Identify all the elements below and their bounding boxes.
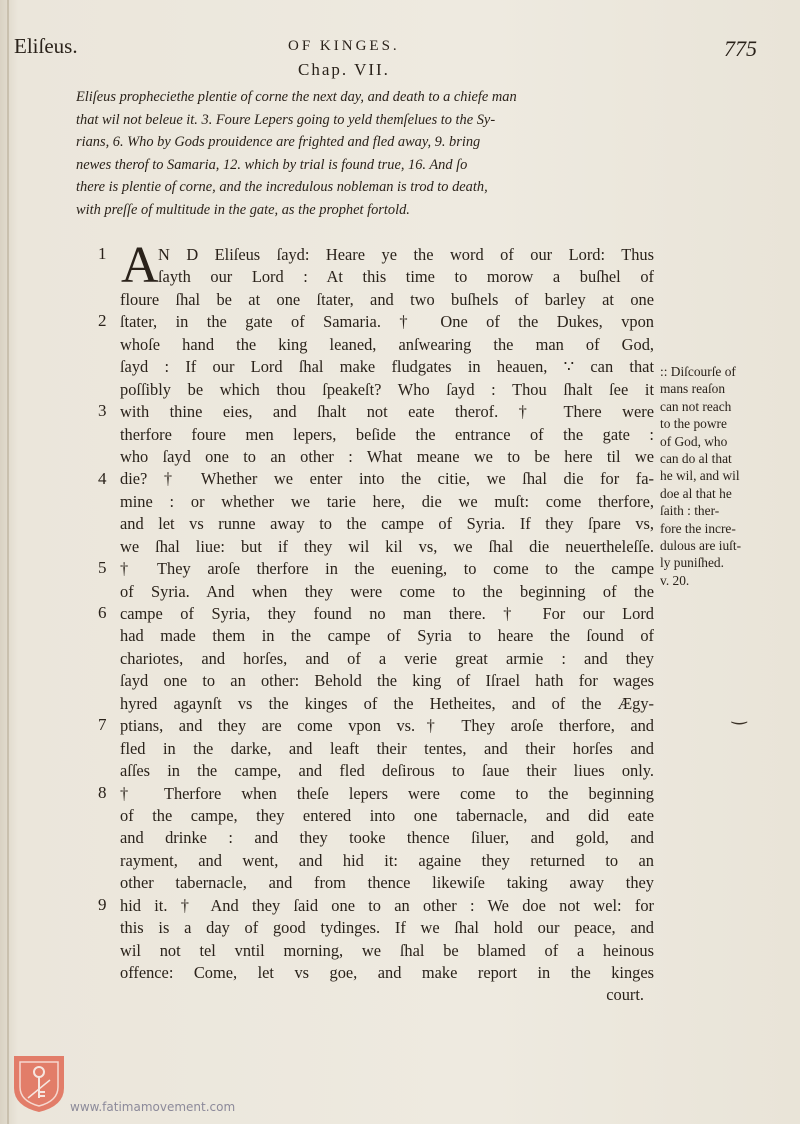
verse-number: 8 bbox=[98, 782, 107, 802]
body-line: of Syria. And when they were come to the beginning of the bbox=[120, 581, 654, 601]
body-line: rayment, and went, and hid it: againe they returned to an bbox=[120, 850, 654, 870]
summary-line: that wil not beleue it. 3. Foure Lepers going to yeld themſelues to the Sy- bbox=[76, 111, 496, 128]
body-text bbox=[120, 244, 654, 1007]
summary-line: Eliſeus propheciethe plentie of corne the next day, and death to a chiefe man bbox=[76, 89, 517, 105]
body-line: ſayd one to an other: Behold the king of Iſrael hath for wages bbox=[120, 671, 654, 691]
body-line: and drinke : and they tooke thence ſiluer, and gold, and bbox=[120, 828, 654, 848]
body-line: wil not tel vntil morning, we ſhal be blamed of a heinous bbox=[120, 940, 654, 960]
margin-note-line: to the powre bbox=[660, 416, 727, 432]
verse-number: 3 bbox=[98, 401, 107, 421]
body-line: whoſe hand the king leaned, anſwearing the man of God, bbox=[120, 334, 654, 354]
verse-number: 1 bbox=[98, 244, 107, 263]
body-line: who ſayd one to an other : What meane we to be here til we bbox=[120, 446, 654, 466]
body-line: this is a day of good tydinges. If we ſhal hold our peace, and bbox=[120, 918, 654, 938]
summary-line: there is plentie of corne, and the incredulous nobleman is trod to death, bbox=[76, 179, 488, 196]
body-line: hid it. † And they ſaid one to an other : We doe not wel: for bbox=[120, 895, 654, 915]
body-line: ptians, and they are come vpon vs.† They aroſe therfore, and bbox=[120, 716, 654, 736]
summary-line: newes therof to Samaria, 12. which by trial is found true, 16. And ſo bbox=[76, 156, 468, 173]
body-line: ſayd : If our Lord ſhal make fludgates in heauen, ∵ can that bbox=[120, 357, 654, 377]
margin-note-line: can do al that bbox=[660, 450, 732, 466]
body-line: aſſes in the campe, and fled deſirous to ſaue their liues only. bbox=[120, 761, 654, 781]
body-line: court. bbox=[606, 985, 644, 1005]
page-number: 775 bbox=[724, 36, 757, 61]
body-line: floure ſhal be at one ſtater, and two buſhels of barley at one bbox=[120, 289, 654, 309]
body-line: hyred agaynſt vs the kinges of the Hetheites, and of the Ægy- bbox=[120, 693, 654, 713]
body-line: and let vs runne away to the campe of Syria. If they ſpare vs, bbox=[120, 514, 654, 534]
body-line: mine : or whether we tarie here, die we muſt: come therfore, bbox=[120, 491, 654, 511]
margin-note-line: ſaith : ther- bbox=[660, 503, 720, 519]
body-line: † Therfore when theſe lepers were come to the beginning bbox=[120, 783, 654, 803]
website-watermark[interactable]: www.fatimamovement.com bbox=[70, 1100, 236, 1114]
verse-number: 9 bbox=[98, 895, 107, 915]
margin-note-line: he wil, and wil bbox=[660, 468, 740, 484]
body-line: with thine eies, and ſhalt not eate therof. † There were bbox=[120, 402, 654, 422]
body-line: chariotes, and horſes, and of a verie great armie : and they bbox=[120, 648, 654, 668]
body-line: of the campe, they entered into one tabernacle, and did eate bbox=[120, 805, 654, 825]
body-line: offence: Come, let vs goe, and make report in the kinges bbox=[120, 963, 654, 982]
gutter-line bbox=[7, 0, 9, 1124]
body-line: die? † Whether we enter into the citie, we ſhal die for fa- bbox=[120, 469, 654, 489]
chapter-title: Chap. VII. bbox=[298, 60, 390, 79]
running-head-left: Eliſeus. bbox=[14, 34, 78, 58]
body-line: fled in the darke, and leaft their tentes, and their horſes and bbox=[120, 738, 654, 758]
body-line: campe of Syria, they found no man there. † For our Lord bbox=[120, 604, 654, 623]
summary-line: with preſſe of multitude in the gate, as the prophet fortold. bbox=[76, 201, 410, 218]
margin-note-line: v. 20. bbox=[660, 572, 690, 588]
verse-number: 2 bbox=[98, 311, 107, 331]
chapter-summary bbox=[76, 86, 652, 222]
keys-shield-logo-icon bbox=[12, 1054, 66, 1114]
verse-number: 5 bbox=[98, 558, 107, 578]
body-line: therfore foure men lepers, beſide the entrance of the gate : bbox=[120, 424, 654, 444]
stray-mark: ‿ bbox=[732, 704, 747, 725]
body-line: N D Eliſeus ſayd: Heare ye the word of our Lord: Thus bbox=[158, 245, 654, 264]
margin-note-line: dulous are iuſt- bbox=[660, 537, 742, 553]
margin-note-line: ly puniſhed. bbox=[660, 555, 724, 571]
verse-number: 6 bbox=[98, 603, 107, 623]
margin-annotation bbox=[660, 363, 790, 589]
body-line: had made them in the campe of Syria to heare the ſound of bbox=[120, 626, 654, 646]
margin-note-line: can not reach bbox=[660, 398, 732, 414]
margin-note-line: of God, who bbox=[660, 433, 728, 449]
body-line: we ſhal liue: but if they wil kil vs, we ſhal die neuertheleſſe. bbox=[120, 536, 654, 556]
margin-note-line: mans reaſon bbox=[660, 381, 726, 397]
verse-number: 4 bbox=[98, 468, 107, 488]
body-line: † They aroſe therfore in the euening, to come to the campe bbox=[120, 559, 654, 579]
verse-number: 7 bbox=[98, 715, 107, 735]
body-line: poſſibly be which thou ſpeakeſt? Who ſayd : Thou ſhalt ſee it bbox=[120, 379, 654, 399]
body-line: other tabernacle, and from thence likewiſe taking away they bbox=[120, 873, 654, 893]
body-line: ſtater, in the gate of Samaria. † One of the Dukes, vpon bbox=[120, 312, 654, 332]
running-head-center: OF KINGES. bbox=[288, 38, 400, 54]
margin-note-line: :: Diſcourſe of bbox=[660, 364, 736, 379]
body-line: ſayth our Lord : At this time to morow a buſhel of bbox=[158, 267, 654, 287]
margin-note-line: fore the incre- bbox=[660, 520, 736, 536]
drop-cap: A bbox=[121, 237, 159, 294]
margin-note-line: doe al that he bbox=[660, 485, 732, 501]
summary-line: rians, 6. Who by Gods prouidence are frighted and fled away, 9. bring bbox=[76, 134, 481, 151]
